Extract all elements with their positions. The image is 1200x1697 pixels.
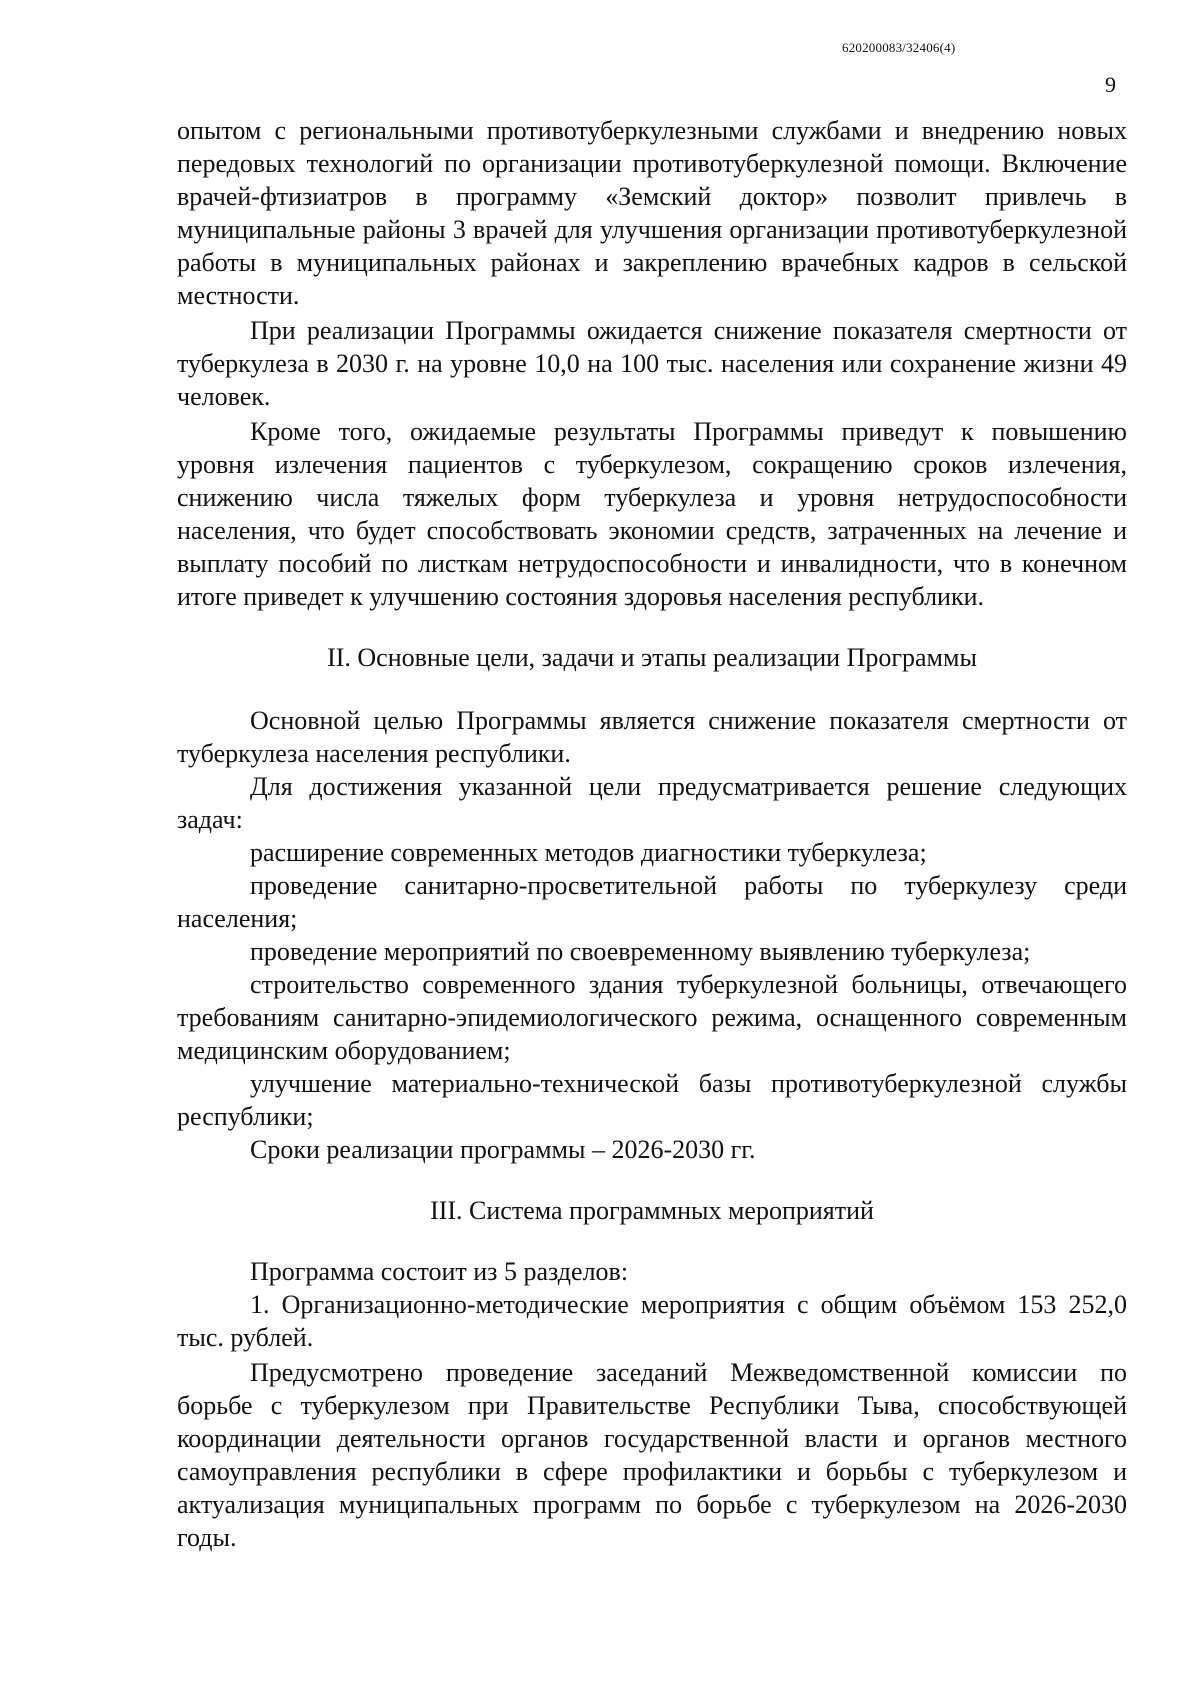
paragraph-section-1: 1. Организационно-методические мероприятия с общим объёмом 153 252,0 тыс. рублей. — [177, 1290, 1127, 1352]
paragraph-main-goal: Основной целью Программы является снижение показателя смертности от туберкулеза населения республики. — [177, 706, 1127, 768]
page-number: 9 — [1105, 72, 1116, 97]
document-code: 620200083/32406(4) — [842, 40, 956, 55]
document-body — [177, 114, 1127, 1554]
paragraph-continuation: опытом с региональными противотуберкулезными службами и внедрению новых передовых технологий по организации противотуберкулезной помощи. Включение врачей-фтизиатров в программу «Земский доктор» позволит привлечь в муниципальные районы 3 врачей для улучшения организации противотуберкулезной работы в муниципальных районах и закреплению врачебных кадров в сельской местности. — [177, 116, 1127, 310]
paragraph-sections-intro: Программа состоит из 5 разделов: — [250, 1257, 629, 1286]
paragraph-commission: Предусмотрено проведение заседаний Межведомственной комиссии по борьбе с туберкулезом при Правительстве Республики Тыва, способствующей координации деятельности органов государственной власти и органов местного самоуправления республики в сфере профилактики и борьбы с туберкулезом и актуализация муниципальных программ по борьбе с туберкулезом на 2026-2030 годы. — [177, 1358, 1127, 1552]
paragraph-mortality-forecast: При реализации Программы ожидается снижение показателя смертности от туберкулеза в 2030 г. на уровне 10,0 на 100 тыс. населения или сохранение жизни 49 человек. — [177, 316, 1127, 411]
section-heading-goals: II. Основные цели, задачи и этапы реализации Программы — [327, 643, 977, 672]
task-item: проведение санитарно-просветительной работы по туберкулезу среди населения; — [177, 871, 1127, 933]
paragraph-tasks-intro: Для достижения указанной цели предусматривается решение следующих задач: — [177, 772, 1127, 834]
task-item: строительство современного здания туберкулезной больницы, отвечающего требованиям санитарно-эпидемиологического режима, оснащенного современным медицинским оборудованием; — [177, 970, 1127, 1065]
task-item: расширение современных методов диагностики туберкулеза; — [250, 838, 927, 867]
paragraph-timeline: Сроки реализации программы – 2026-2030 гг. — [250, 1135, 756, 1164]
section-heading-activities: III. Система программных мероприятий — [430, 1196, 874, 1225]
task-item: проведение мероприятий по своевременному выявлению туберкулеза; — [250, 937, 1031, 966]
paragraph-expected-results: Кроме того, ожидаемые результаты Программы приведут к повышению уровня излечения пациентов с туберкулезом, сокращению сроков излечения, снижению числа тяжелых форм туберкулеза и уровня нетрудоспособности населения, что будет способствовать экономии средств, затраченных на лечение и выплату пособий по листкам нетрудоспособности и инвалидности, что в конечном итоге приведет к улучшению состояния здоровья населения республики. — [177, 417, 1127, 611]
task-item: улучшение материально-технической базы противотуберкулезной службы республики; — [177, 1069, 1127, 1131]
